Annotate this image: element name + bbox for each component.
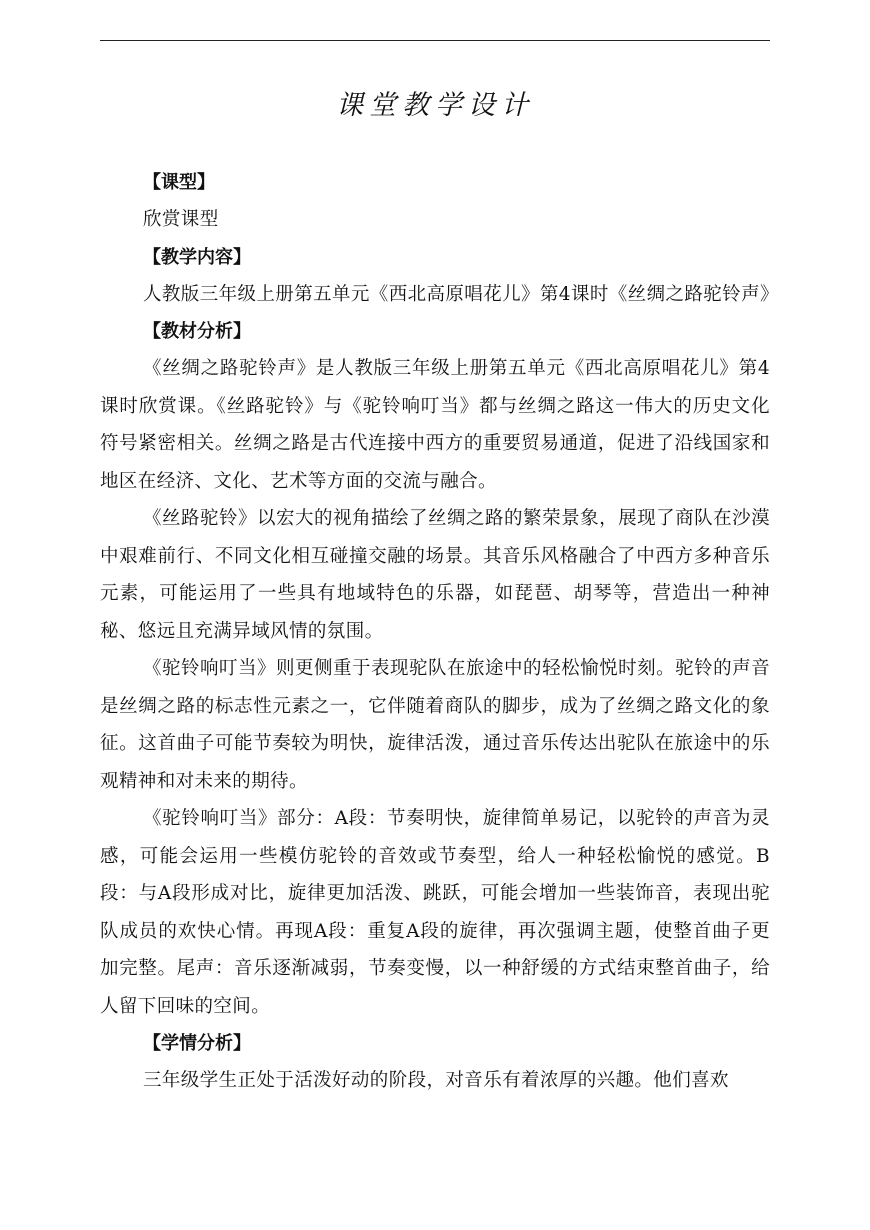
paragraph: 欣赏课型 [143, 209, 219, 230]
paragraph: 《驼铃响叮当》则更侧重于表现驼队在旅途中的轻松愉悦时刻。驼铃的声音是丝绸之路的标志性元素之一，它伴随着商队的脚步，成为了丝绸之路文化的象征。这首曲子可能节奏较为明快，旋律活泼，通过音乐传达出驼队在旅途中的乐观精神和对未来的期待。 [100, 658, 770, 792]
paragraph: 《丝路驼铃》以宏大的视角描绘了丝绸之路的繁荣景象，展现了商队在沙漠中艰难前行、不同文化相互碰撞交融的场景。其音乐风格融合了中西方多种音乐元素，可能运用了一些具有地域特色的乐器，如琵琶、胡琴等，营造出一种神秘、悠远且充满异域风情的氛围。 [100, 508, 770, 642]
document-body [100, 164, 779, 1100]
section-material-analysis [100, 313, 770, 1025]
paragraph: 人教版三年级上册第五单元《西北高原唱花儿》第4课时《丝绸之路驼铃声》 [143, 283, 779, 305]
section-learner-analysis [100, 1025, 770, 1100]
section-heading: 【课型】 [143, 172, 215, 193]
page-title: 课堂教学设计 [336, 90, 534, 121]
paragraph: 三年级学生正处于活泼好动的阶段，对音乐有着浓厚的兴趣。他们喜欢 [143, 1070, 729, 1091]
paragraph: 《丝绸之路驼铃声》是人教版三年级上册第五单元《西北高原唱花儿》第4课时欣赏课。《丝路驼铃》与《驼铃响叮当》都与丝绸之路这一伟大的历史文化符号紧密相关。丝绸之路是古代连接中西方的重要贸易通道，促进了沿线国家和地区在经济、文化、艺术等方面的交流与融合。 [100, 358, 770, 492]
section-heading: 【教学内容】 [143, 246, 251, 268]
paragraph: 《驼铃响叮当》部分：A段：节奏明快，旋律简单易记，以驼铃的声音为灵感，可能会运用一些模仿驼铃的音效或节奏型，给人一种轻松愉悦的感觉。B段：与A段形成对比，旋律更加活泼、跳跃，可能会增加一些装饰音，表现出驼队成员的欢快心情。再现A段：重复A段的旋律，再次强调主题，使整首曲子更加完整。尾声：音乐逐渐减弱，节奏变慢，以一种舒缓的方式结束整首曲子，给人留下回味的空间。 [100, 808, 770, 1017]
section-heading: 【教材分析】 [143, 321, 251, 342]
section-heading: 【学情分析】 [143, 1033, 251, 1054]
section-teaching-content [100, 239, 779, 314]
section-lesson-type [100, 164, 770, 239]
header-rule [100, 40, 770, 41]
